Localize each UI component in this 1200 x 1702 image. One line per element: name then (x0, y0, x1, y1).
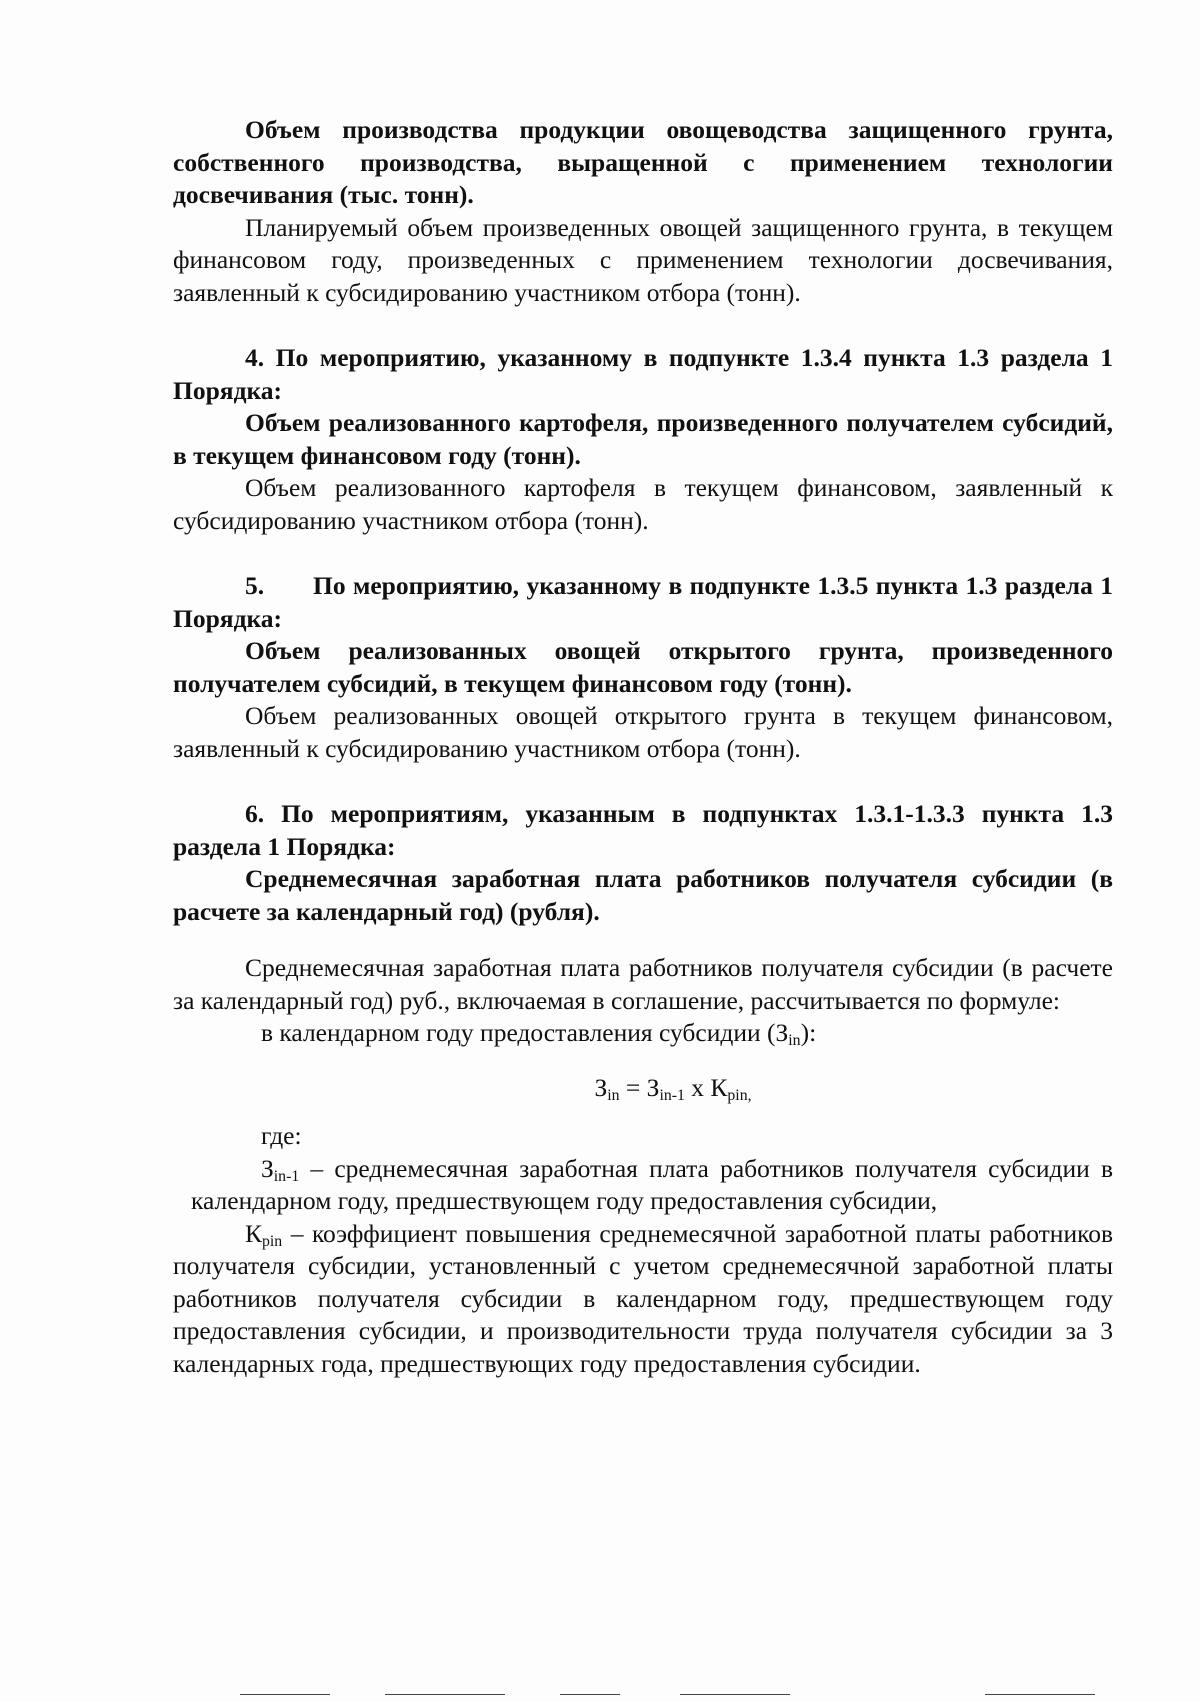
section6-heading: Среднемесячная заработная плата работников получателя субсидии (в расчете за календарный год) (рубля). (173, 864, 1113, 926)
def1-text: – среднемесячная заработная плата работников получателя субсидии в календарном году, предшествующем году предоставления субсидии, (191, 1153, 1113, 1215)
section3-heading: Объем производства продукции овощеводства защищенного грунта, собственного производства, выращенной с применением технологии досвечивания (тыс. тонн). (173, 115, 1113, 209)
section4-heading: Объем реализованного картофеля, произведенного получателем субсидий, в текущем финансовом году (тонн). (173, 408, 1113, 470)
section5-number: 5. (245, 571, 265, 600)
where-label: где: (261, 1121, 302, 1150)
formula-r2-sub: pin, (727, 1086, 752, 1104)
def2-sub: pin (262, 1232, 283, 1250)
formula-intro-sub: in (788, 1031, 801, 1049)
formula-r2: К (710, 1072, 728, 1102)
document-body (173, 114, 1113, 1380)
def2-symbol: К (245, 1218, 263, 1248)
section5-body: Объем реализованных овощей открытого грунта в текущем финансовом, заявленный к субсидированию участником отбора (тонн). (173, 701, 1113, 763)
section4-title: 4. По мероприятию, указанному в подпункте 1.3.4 пункта 1.3 раздела 1 Порядка: (173, 343, 1113, 405)
section5-title-paragraph (173, 570, 1113, 635)
formula-intro-text: в календарном году предоставления субсидии ( (261, 1018, 776, 1047)
def2-text: – коэффициент повышения среднемесячной заработной платы работников получателя субсидии, установленный с учетом среднемесячной заработной платы работников получателя субсидии в календарном году, предшествующем году предоставления субсидии, и производительности труда получателя субсидии за 3 календарных года, предшествующих году предоставления субсидии. (173, 1218, 1113, 1378)
section5-heading: Объем реализованных овощей открытого грунта, произведенного получателем субсидий, в текущем финансовом году (тонн). (173, 636, 1113, 698)
section4-body: Объем реализованного картофеля в текущем финансовом, заявленный к субсидированию участником отбора (тонн). (173, 473, 1113, 535)
footer-rule (0, 1694, 1200, 1696)
def1-sub: in-1 (273, 1167, 300, 1185)
formula-intro-end: ): (800, 1018, 817, 1047)
formula (173, 1072, 1113, 1105)
section3-body: Планируемый объем произведенных овощей защищенного грунта, в текущем финансовом году, произведенных с применением технологии досвечивания, заявленный к субсидированию участником отбора (тонн). (173, 212, 1113, 307)
section6-title: 6. По мероприятиям, указанным в подпунктах 1.3.1-1.3.3 пункта 1.3 раздела 1 Порядка: (173, 799, 1113, 861)
definition-z-prev (173, 1153, 1113, 1218)
formula-lhs: З (594, 1072, 608, 1102)
section5-title: По мероприятию, указанному в подпункте 1.3.5 пункта 1.3 раздела 1 Порядка: (173, 571, 1113, 633)
section6-body: Среднемесячная заработная плата работников получателя субсидии (в расчете за календарный год) руб., включаемая в соглашение, рассчитывается по формуле: (173, 953, 1113, 1015)
formula-intro-symbol: З (775, 1018, 789, 1047)
formula-times: х (684, 1072, 711, 1102)
formula-r1-sub: in-1 (659, 1086, 685, 1104)
def1-symbol: З (261, 1153, 274, 1183)
formula-r1: З (646, 1072, 660, 1102)
definition-k (173, 1218, 1113, 1381)
formula-eq: = (619, 1072, 647, 1102)
formula-lhs-sub: in (607, 1086, 620, 1104)
formula-intro (173, 1017, 1113, 1050)
